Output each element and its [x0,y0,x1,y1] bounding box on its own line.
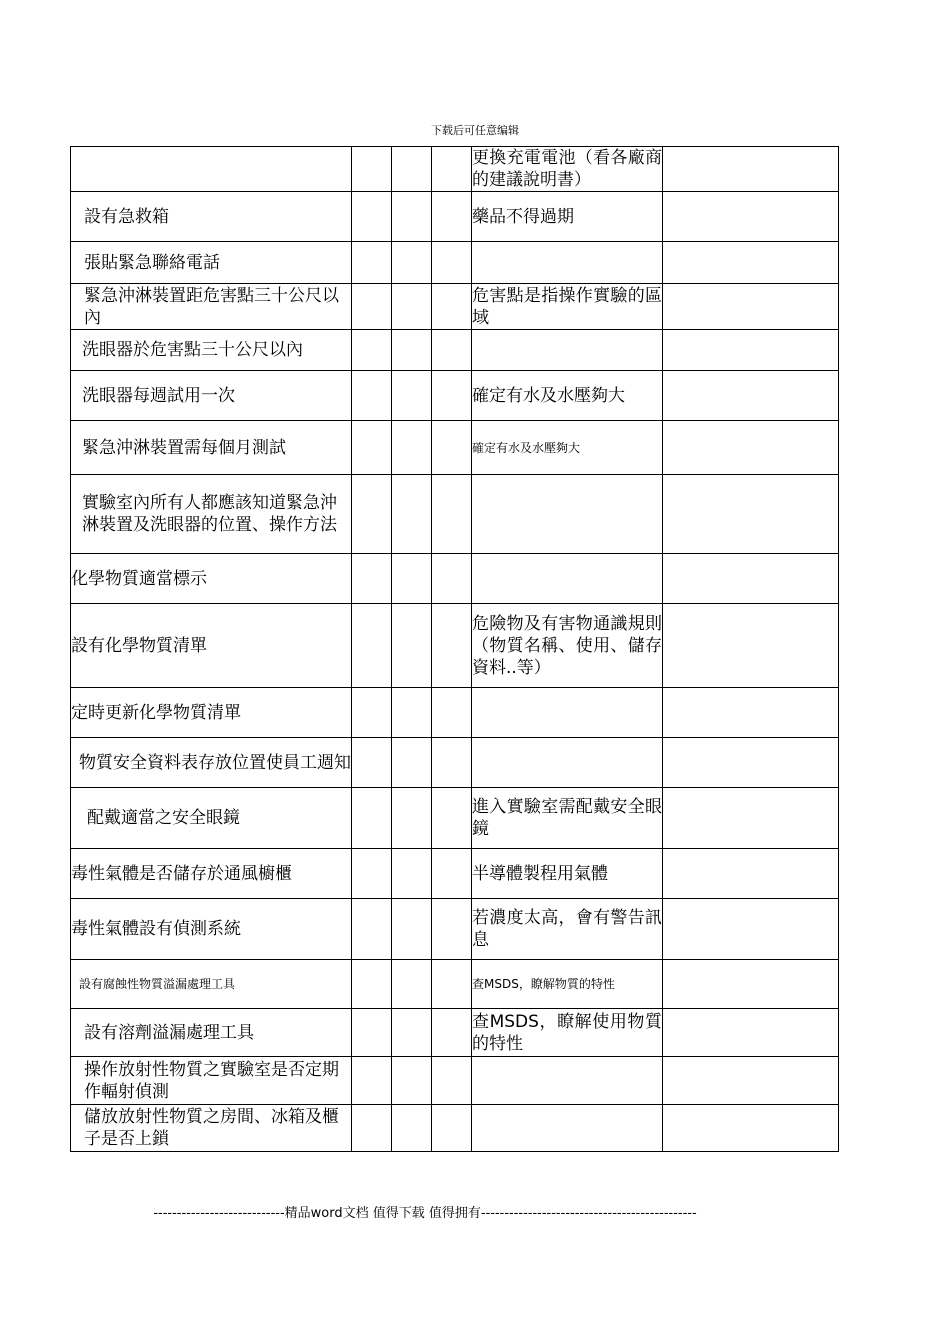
note-cell [472,1105,663,1152]
check-cell[interactable] [432,554,472,604]
table-row [71,1105,839,1152]
check-cell[interactable] [352,330,392,371]
check-cell[interactable] [432,421,472,475]
check-cell[interactable] [392,554,432,604]
table-row [71,147,839,192]
check-cell[interactable] [352,475,392,554]
check-cell[interactable] [392,604,432,688]
check-cell[interactable] [392,738,432,788]
table-row [71,899,839,960]
check-cell[interactable] [432,192,472,242]
check-cell[interactable] [352,1057,392,1105]
remark-cell[interactable] [663,1105,839,1152]
table-row [71,960,839,1009]
check-cell[interactable] [392,688,432,738]
check-cell[interactable] [432,788,472,849]
remark-cell[interactable] [663,371,839,421]
check-cell[interactable] [392,960,432,1009]
check-cell[interactable] [392,284,432,330]
check-cell[interactable] [352,1105,392,1152]
table-row [71,554,839,604]
check-cell[interactable] [392,192,432,242]
check-cell[interactable] [352,788,392,849]
check-cell[interactable] [432,604,472,688]
header-note: 下载后可任意编辑 [431,124,519,137]
table-row [71,788,839,849]
check-cell[interactable] [352,147,392,192]
check-cell[interactable] [432,1105,472,1152]
check-cell[interactable] [392,330,432,371]
remark-cell[interactable] [663,330,839,371]
note-cell: 查MSDS，瞭解物質的特性 [472,960,663,1009]
table-row [71,1009,839,1057]
item-cell: 設有腐蝕性物質溢漏處理工具 [71,960,352,1009]
note-cell [472,688,663,738]
note-cell [472,738,663,788]
table-row [71,688,839,738]
remark-cell[interactable] [663,284,839,330]
remark-cell[interactable] [663,475,839,554]
check-cell[interactable] [392,421,432,475]
item-cell: 化學物質適當標示 [71,554,352,604]
table-row [71,738,839,788]
item-cell: 設有化學物質清單 [71,604,352,688]
note-cell: 查MSDS，瞭解使用物質的特性 [472,1009,663,1057]
table-row [71,1057,839,1105]
note-cell: 進入實驗室需配戴安全眼鏡 [472,788,663,849]
check-cell[interactable] [432,688,472,738]
item-cell: 張貼緊急聯絡電話 [71,242,352,284]
remark-cell[interactable] [663,788,839,849]
note-cell [472,554,663,604]
check-cell[interactable] [352,421,392,475]
check-cell[interactable] [352,738,392,788]
check-cell[interactable] [352,554,392,604]
check-cell[interactable] [352,604,392,688]
remark-cell[interactable] [663,192,839,242]
check-cell[interactable] [432,284,472,330]
table-row [71,421,839,475]
item-cell: 設有溶劑溢漏處理工具 [71,1009,352,1057]
checklist-table [70,146,839,1152]
item-cell: 洗眼器每週試用一次 [71,371,352,421]
note-cell [472,330,663,371]
item-cell: 儲放放射性物質之房間、冰箱及櫃子是否上鎖 [71,1105,352,1152]
remark-cell[interactable] [663,554,839,604]
table-row [71,604,839,688]
remark-cell[interactable] [663,604,839,688]
check-cell[interactable] [432,738,472,788]
check-cell[interactable] [432,371,472,421]
item-cell: 毒性氣體是否儲存於通風櫥櫃 [71,849,352,899]
check-cell[interactable] [352,192,392,242]
item-cell: 實驗室內所有人都應該知道緊急沖淋裝置及洗眼器的位置、操作方法 [71,475,352,554]
remark-cell[interactable] [663,960,839,1009]
note-cell [472,242,663,284]
remark-cell[interactable] [663,147,839,192]
check-cell[interactable] [352,284,392,330]
note-cell: 更換充電電池（看各廠商的建議說明書） [472,148,662,190]
check-cell[interactable] [392,242,432,284]
check-cell[interactable] [392,1105,432,1152]
remark-cell[interactable] [663,242,839,284]
check-cell[interactable] [352,371,392,421]
check-cell[interactable] [432,330,472,371]
note-cell: 確定有水及水壓夠大 [472,371,663,421]
remark-cell[interactable] [663,1009,839,1057]
check-cell[interactable] [432,475,472,554]
item-cell: 緊急沖淋裝置需每個月測試 [71,421,352,475]
remark-cell[interactable] [663,899,839,960]
note-cell: 若濃度太高，會有警告訊息 [472,899,663,960]
item-cell: 操作放射性物質之實驗室是否定期作輻射偵測 [71,1057,352,1105]
check-cell[interactable] [392,899,432,960]
remark-cell[interactable] [663,688,839,738]
item-cell: 定時更新化學物質清單 [71,688,352,738]
check-cell[interactable] [392,1009,432,1057]
item-cell: 洗眼器於危害點三十公尺以內 [71,330,352,371]
check-cell[interactable] [432,1009,472,1057]
check-cell[interactable] [352,849,392,899]
table-row [71,192,839,242]
table-row [71,284,839,330]
check-cell[interactable] [432,242,472,284]
note-cell: 危險物及有害物通識規則（物質名稱、使用、儲存資料..等） [472,604,663,688]
note-cell: 半導體製程用氣體 [472,849,663,899]
item-cell: 設有急救箱 [71,192,352,242]
check-cell[interactable] [432,147,472,192]
table-row [71,242,839,284]
table-row [71,330,839,371]
item-cell: 毒性氣體設有偵測系統 [71,899,352,960]
check-cell[interactable] [352,242,392,284]
note-cell: 確定有水及水壓夠大 [472,421,663,475]
check-cell[interactable] [352,1009,392,1057]
check-cell[interactable] [392,371,432,421]
check-cell[interactable] [392,475,432,554]
check-cell[interactable] [432,849,472,899]
check-cell[interactable] [432,899,472,960]
note-cell: 危害點是指操作實驗的區域 [472,285,662,328]
check-cell[interactable] [392,1057,432,1105]
check-cell[interactable] [432,960,472,1009]
note-cell: 藥品不得過期 [472,192,663,242]
table-row [71,849,839,899]
footer-note: ----------------------------精品word文档 值得下载 值得拥有---------------------------------------------- [153,1206,697,1221]
item-cell: 物質安全資料表存放位置使員工週知 [71,738,352,788]
item-cell: 緊急沖淋裝置距危害點三十公尺以內 [71,284,352,330]
note-cell [472,475,663,554]
remark-cell[interactable] [663,738,839,788]
check-cell[interactable] [352,960,392,1009]
table-row [71,475,839,554]
check-cell[interactable] [392,147,432,192]
check-cell[interactable] [392,788,432,849]
remark-cell[interactable] [663,1057,839,1105]
note-cell [472,1057,663,1105]
table-row [71,371,839,421]
check-cell[interactable] [352,899,392,960]
remark-cell[interactable] [663,849,839,899]
item-cell [71,147,352,192]
check-cell[interactable] [432,1057,472,1105]
check-cell[interactable] [392,849,432,899]
check-cell[interactable] [352,688,392,738]
item-cell: 配戴適當之安全眼鏡 [71,788,352,849]
remark-cell[interactable] [663,421,839,475]
